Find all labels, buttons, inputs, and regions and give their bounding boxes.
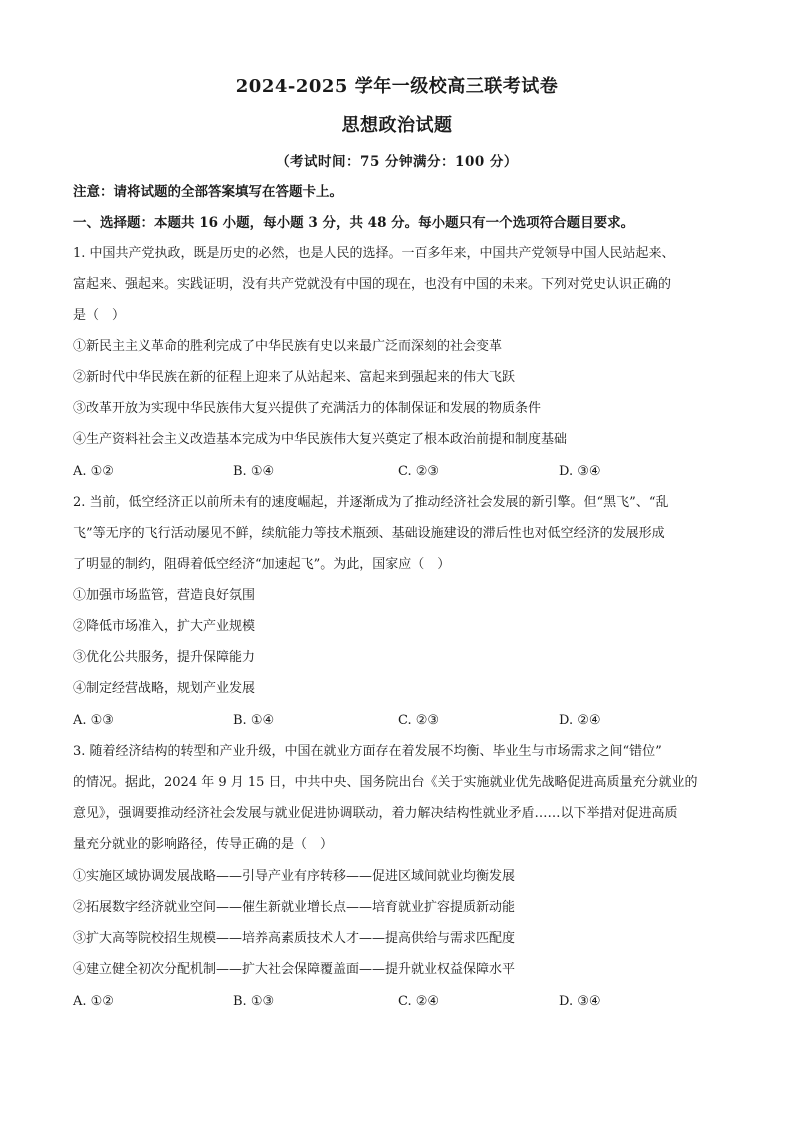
q1-option-a: A. ①② bbox=[73, 464, 114, 479]
q3-stem-line: 3. 随着经济结构的转型和产业升级，中国在就业方面存在着发展不均衡、毕业生与市场需求之间“错位” bbox=[73, 744, 662, 759]
q1-statement: ③改革开放为实现中华民族伟大复兴提供了充满活力的体制保证和发展的物质条件 bbox=[73, 401, 542, 416]
q2-option-b: B. ①④ bbox=[233, 713, 275, 728]
notice: 注意：请将试题的全部答案填写在答题卡上。 bbox=[73, 184, 343, 200]
q3-stem-line: 的情况。据此，2024 年 9 月 15 日，中共中央、国务院出台《关于实施就业优先战略促进高质量充分就业的 bbox=[73, 775, 698, 790]
q3-stem-line: 量充分就业的影响路径，传导正确的是（ ） bbox=[73, 837, 334, 852]
exam-title: 2024-2025 学年一级校高三联考试卷 bbox=[235, 76, 559, 97]
q3-option-a: A. ①② bbox=[73, 994, 114, 1009]
q2-statement: ④制定经营战略，规划产业发展 bbox=[73, 681, 256, 696]
section-heading: 一、选择题：本题共 16 小题，每小题 3 分，共 48 分。每小题只有一个选项符合题目要求。 bbox=[73, 215, 635, 231]
q3-option-d: D. ③④ bbox=[559, 994, 601, 1009]
q3-option-b: B. ①③ bbox=[233, 994, 275, 1009]
q2-statement: ②降低市场准入，扩大产业规模 bbox=[73, 619, 256, 634]
q3-stem-line: 意见》，强调要推动经济社会发展与就业促进协调联动，着力解决结构性就业矛盾……以下举措对促进高质 bbox=[73, 806, 678, 821]
q2-stem-line: 飞”等无序的飞行活动屡见不鲜，续航能力等技术瓶颈、基础设施建设的滞后性也对低空经济的发展形成 bbox=[73, 526, 665, 541]
q1-statement: ④生产资料社会主义改造基本完成为中华民族伟大复兴奠定了根本政治前提和制度基础 bbox=[73, 432, 568, 447]
q2-stem-line: 了明显的制约，阻碍着低空经济“加速起飞”。为此，国家应（ ） bbox=[73, 557, 451, 572]
q1-stem-line: 是（ ） bbox=[73, 308, 126, 323]
q1-statement: ①新民主主义革命的胜利完成了中华民族有史以来最广泛而深刻的社会变革 bbox=[73, 339, 503, 354]
q1-stem-line: 1. 中国共产党执政，既是历史的必然，也是人民的选择。一百多年来，中国共产党领导中国人民站起来、 bbox=[73, 246, 675, 261]
exam-info: （考试时间：75 分钟满分：100 分） bbox=[276, 154, 518, 170]
q2-stem-line: 2. 当前，低空经济正以前所未有的速度崛起，并逐渐成为了推动经济社会发展的新引擎。但“黑飞”、“乱 bbox=[73, 495, 669, 510]
q2-statement: ①加强市场监管，营造良好氛围 bbox=[73, 588, 256, 603]
q3-statement: ②拓展数字经济就业空间——催生新就业增长点——培育就业扩容提质新动能 bbox=[73, 900, 516, 915]
q1-option-c: C. ②③ bbox=[398, 464, 440, 479]
q3-option-c: C. ②④ bbox=[398, 994, 440, 1009]
q1-stem-line: 富起来、强起来。实践证明，没有共产党就没有中国的现在，也没有中国的未来。下列对党史认识正确的 bbox=[73, 277, 672, 292]
q3-statement: ③扩大高等院校招生规模——培养高素质技术人才——提高供给与需求匹配度 bbox=[73, 931, 516, 946]
q2-statement: ③优化公共服务，提升保障能力 bbox=[73, 650, 256, 665]
q2-option-c: C. ②③ bbox=[398, 713, 440, 728]
subject-title: 思想政治试题 bbox=[341, 115, 453, 136]
q2-option-a: A. ①③ bbox=[73, 713, 114, 728]
q3-statement: ④建立健全初次分配机制——扩大社会保障覆盖面——提升就业权益保障水平 bbox=[73, 962, 516, 977]
q3-statement: ①实施区域协调发展战略——引导产业有序转移——促进区域间就业均衡发展 bbox=[73, 869, 516, 884]
q1-option-d: D. ③④ bbox=[559, 464, 601, 479]
q1-statement: ②新时代中华民族在新的征程上迎来了从站起来、富起来到强起来的伟大飞跃 bbox=[73, 370, 516, 385]
q1-option-b: B. ①④ bbox=[233, 464, 275, 479]
q2-option-d: D. ②④ bbox=[559, 713, 601, 728]
